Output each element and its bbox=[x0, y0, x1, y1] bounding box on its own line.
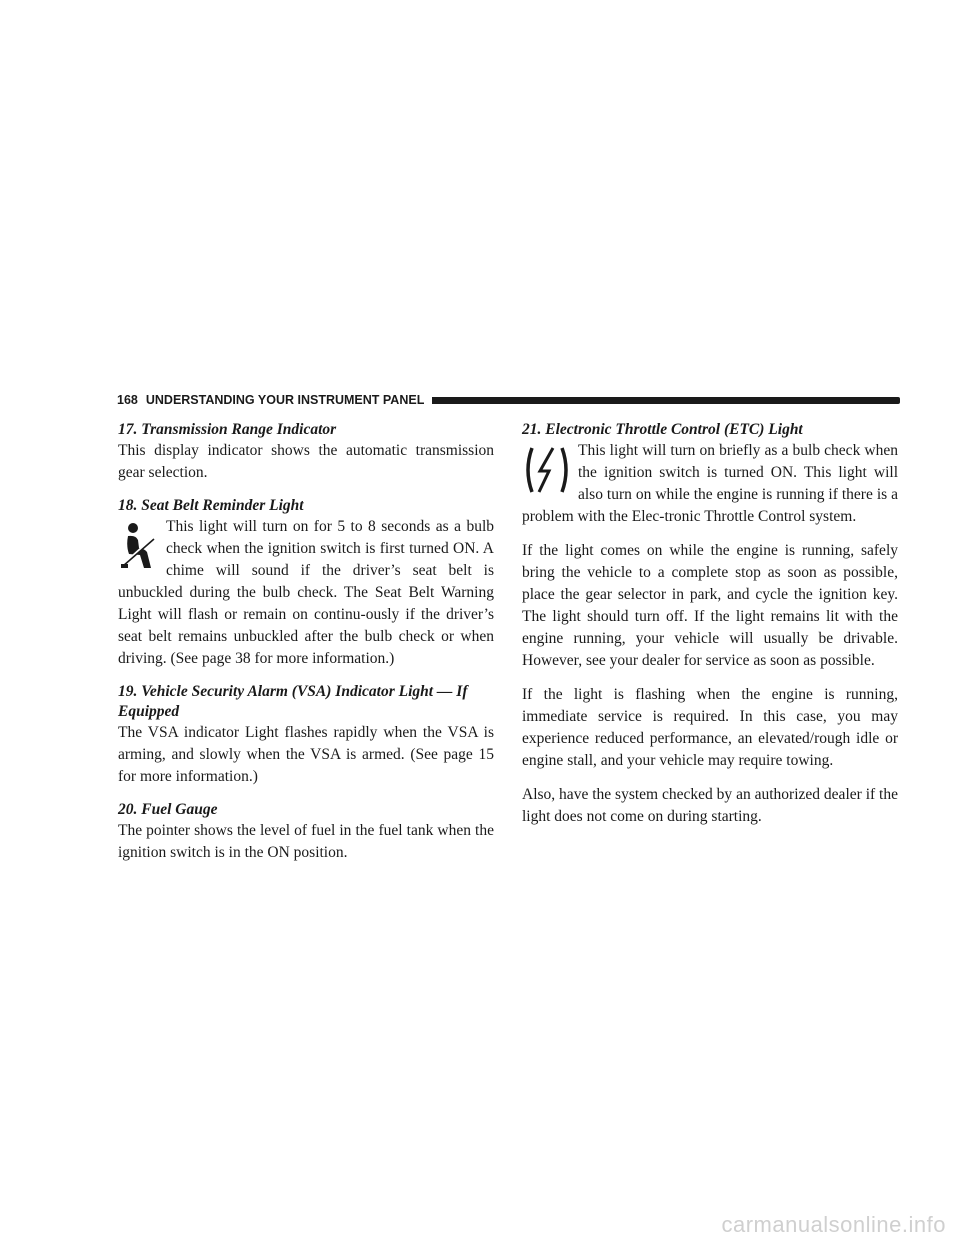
section-heading: 19. Vehicle Security Alarm (VSA) Indicator Light — If Equipped bbox=[118, 683, 468, 720]
section-21 bbox=[522, 420, 898, 828]
section-paragraph: The VSA indicator Light flashes rapidly when the VSA is arming, and slowly when the VSA is armed. (See page 15 for more information.) bbox=[118, 724, 494, 785]
section-paragraph: This display indicator shows the automatic transmission gear selection. bbox=[118, 442, 494, 481]
section-heading: 18. Seat Belt Reminder Light bbox=[118, 497, 304, 514]
section-paragraph: If the light comes on while the engine is running, safely bring the vehicle to a complete stop as soon as possible, place the gear selector in park, and cycle the ignition key. The light should turn off. If the light remains lit with the engine running, your vehicle will usually be drivable. However, see your dealer for service as soon as possible. bbox=[522, 542, 898, 669]
section-17 bbox=[118, 420, 494, 484]
section-title: UNDERSTANDING YOUR INSTRUMENT PANEL bbox=[145, 393, 425, 407]
page-number: 168 bbox=[117, 393, 138, 407]
left-column bbox=[118, 420, 494, 876]
section-heading: 17. Transmission Range Indicator bbox=[118, 421, 337, 438]
section-18 bbox=[118, 496, 494, 670]
section-paragraph: This light will turn on for 5 to 8 seconds as a bulb check when the ignition switch is first turned ON. A chime will sound if the driver’s seat belt is unbuckled during the bulb check. The Seat Belt Warning Light will flash or remain on continu-ously if the driver’s seat belt remains unbuckled after the bulb check or when driving. (See page 38 for more information.) bbox=[118, 518, 494, 667]
section-paragraph: Also, have the system checked by an authorized dealer if the light does not come on during starting. bbox=[522, 786, 898, 825]
section-paragraph: If the light is flashing when the engine is running, immediate service is required. In this case, you may experience reduced performance, an elevated/rough idle or engine stall, and your vehicle may require towing. bbox=[522, 686, 898, 769]
watermark-text: carmanualsonline.info bbox=[721, 1212, 946, 1237]
right-column bbox=[522, 420, 898, 840]
throttle-control-icon bbox=[524, 444, 570, 496]
header-rule bbox=[432, 397, 900, 404]
running-header bbox=[117, 392, 900, 408]
section-19 bbox=[118, 682, 494, 788]
section-heading: 20. Fuel Gauge bbox=[118, 801, 218, 818]
section-paragraph: The pointer shows the level of fuel in the fuel tank when the ignition switch is in the ON position. bbox=[118, 822, 494, 861]
section-20 bbox=[118, 800, 494, 864]
section-heading: 21. Electronic Throttle Control (ETC) Light bbox=[522, 421, 803, 438]
section-paragraph: This light will turn on briefly as a bulb check when the ignition switch is turned ON. This light will also turn on while the engine is running if there is a problem with the Elec-tronic Throttle Control system. bbox=[522, 442, 898, 525]
seat-belt-icon bbox=[120, 522, 156, 570]
